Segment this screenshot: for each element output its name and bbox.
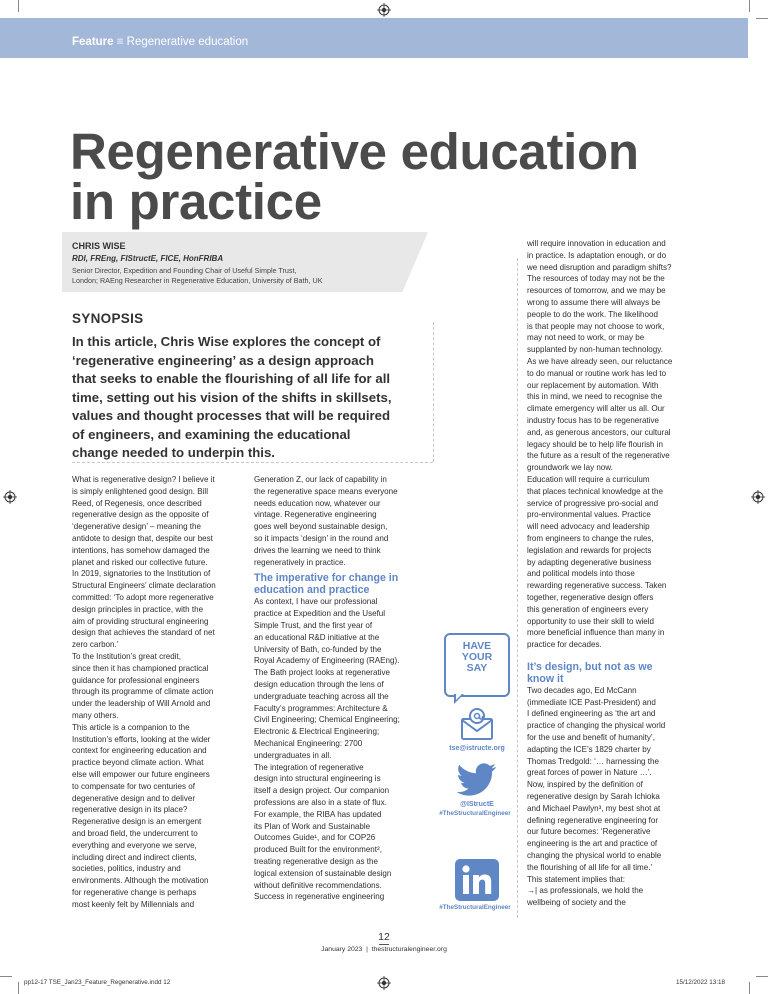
issue-date: January 2023: [321, 946, 363, 953]
text-line: we need disruption and paradigm shifts?: [527, 262, 672, 272]
section-topic: Regenerative education: [126, 36, 249, 48]
twitter-icon[interactable]: [456, 762, 498, 798]
text-line: Electronic & Electrical Engineering;: [254, 727, 380, 737]
text-line: Now, inspired by the definition of: [527, 780, 643, 790]
text-line: needs education now, whatever our: [254, 498, 381, 508]
menu-icon: ≡: [116, 36, 124, 48]
text-line: Reed, of Regenesis, once described: [72, 498, 202, 508]
article-title: [70, 123, 710, 230]
text-line: societies, politics, industry and: [72, 864, 181, 874]
print-slug-file: pp12-17 TSE_Jan23_Feature_Regenerative.indd 12: [24, 979, 171, 986]
text-line: Education will require a curriculum: [527, 474, 650, 484]
text-line: design education through the lens of: [254, 679, 384, 689]
text-line: our future becomes: ‘Regenerative: [527, 827, 651, 837]
text-line: As we have already seen, our reluctance: [527, 356, 673, 366]
text-line: Regenerative design is an emergent: [72, 817, 202, 827]
text-line: (immediate ICE Past-President) and: [527, 697, 656, 707]
page-number: 12: [378, 931, 390, 943]
crop-mark: [18, 982, 19, 994]
text-line: engineering is the art and practice of: [527, 839, 658, 849]
column-2-text: [254, 474, 434, 568]
column-3-text: [527, 238, 717, 651]
synopsis-text: In this article, Chris Wise explores the concept of ‘regenerative engineering’ as a design approach that seeks to enable the flourishing of all life for all time, setting out his vision of the shifts in skillsets, values and thought processes that will be required of engineers, and examining the educational change needed to underpin this.: [72, 334, 392, 460]
subheading-line: It’s design, but not as we: [527, 660, 653, 673]
text-line: logical extension of sustainable design: [254, 868, 392, 878]
text-line: adapting the ICE’s 1829 charter by: [527, 744, 651, 754]
text-line: and, as generous ancestors, our cultural: [527, 427, 671, 437]
text-line: else will empower our future engineers: [72, 769, 210, 779]
text-line: is that people may not choose to work,: [527, 321, 665, 331]
text-line: and broad field, the undercurrent to: [72, 828, 198, 838]
subheading-imperative: [254, 572, 434, 596]
author-name: CHRIS WISE: [72, 241, 126, 251]
text-line: I defined engineering as ‘the art and: [527, 709, 656, 719]
text-line: What is regenerative design? I believe it: [72, 475, 215, 484]
text-line: Two decades ago, Ed McCann: [527, 685, 637, 695]
text-line: will require innovation in education and: [527, 239, 666, 248]
text-line: committed: ‘To adopt more regenerative: [72, 592, 214, 602]
text-line: Thomas Tredgold: ‘… harnessing the: [527, 756, 659, 766]
text-line: Royal Academy of Engineering (RAEng).: [254, 656, 400, 666]
text-line: degenerative design and to deliver: [72, 793, 196, 803]
text-line: treating regenerative design as the: [254, 856, 378, 866]
subheading-line: The imperative for change in: [254, 572, 399, 585]
text-line: from engineers to change the rules,: [527, 533, 654, 543]
text-line: its Plan of Work and Sustainable: [254, 821, 371, 831]
body-column-2: [254, 474, 434, 903]
text-line: changing the physical world to enable: [527, 851, 662, 861]
column-2-text: [254, 596, 434, 903]
email-link[interactable]: tse@istructe.org: [449, 745, 505, 752]
text-line: and Michael Pawlyn³, my best shot at: [527, 803, 661, 813]
page-number-underline: [379, 944, 389, 945]
text-line: will need advocacy and leadership: [527, 522, 650, 532]
divider: [517, 258, 518, 918]
divider: [72, 462, 433, 463]
text-line: itself a design project. Our companion: [254, 786, 390, 796]
text-line: so it impacts ‘design’ in the round and: [254, 533, 389, 543]
text-line: for regenerative change is perhaps: [72, 887, 197, 897]
text-line: undergraduates in all.: [254, 750, 332, 760]
text-line: professions are also in a state of flux.: [254, 797, 387, 807]
text-line: wellbeing of society and the: [527, 898, 626, 908]
text-line: Mechanical Engineering: 2700: [254, 738, 363, 748]
email-icon[interactable]: [459, 706, 495, 742]
text-line: The integration of regenerative: [254, 762, 364, 772]
body-column-1: [72, 474, 248, 910]
text-line: more beneficial influence than many in: [527, 628, 665, 638]
registration-mark-right: [751, 490, 765, 504]
text-line: rewarding regenerative success. Taken: [527, 581, 667, 591]
text-line: groundwork we lay now.: [527, 463, 613, 473]
text-line: practice beyond climate action. What: [72, 758, 204, 768]
text-line: legacy should be to help life flourish in: [527, 439, 663, 449]
text-line: an educational R&D initiative at the: [254, 632, 380, 642]
section-label: Feature: [72, 36, 114, 48]
text-line: through its programme of climate action: [72, 687, 214, 697]
text-line: Success in regenerative engineering: [254, 892, 385, 902]
text-line: under the leadership of Will Arnold and: [72, 699, 211, 709]
print-slug-date: 15/12/2022 13:18: [676, 979, 726, 986]
text-line: great forces of power in Nature …’.: [527, 768, 652, 778]
article-title-line: in practice: [70, 173, 322, 230]
text-line: For example, the RIBA has updated: [254, 809, 382, 819]
text-line: wrong to assume there will always be: [527, 297, 661, 307]
divider: [433, 322, 434, 462]
crop-mark: [749, 982, 750, 994]
linkedin-icon[interactable]: [455, 859, 499, 901]
text-line: many others.: [72, 710, 119, 720]
text-line: regeneratively in practice.: [254, 557, 346, 567]
text-line: Civil Engineering; Chemical Engineering;: [254, 715, 400, 725]
text-line: antidote to design that, despite our best: [72, 533, 213, 543]
text-line: defining regenerative engineering for: [527, 815, 659, 825]
text-line: context for engineering education and: [72, 746, 207, 756]
text-line: opportunity to use their skill to wield: [527, 616, 655, 626]
text-line: service of progressive pro-social and: [527, 498, 659, 508]
text-line: undergraduate teaching across all the: [254, 691, 389, 701]
text-line: supplanted by non-human technology.: [527, 345, 663, 355]
text-line: vintage. Regenerative engineering: [254, 510, 377, 520]
crop-mark: [749, 0, 750, 12]
text-line: for the use and benefit of humanity’,: [527, 733, 655, 743]
text-line: to compensate for two centuries of: [72, 781, 196, 791]
text-line: environments. Although the motivation: [72, 876, 209, 886]
text-line: since then it has championed practical: [72, 663, 209, 673]
text-line: the flourishing of all life for all time.’: [527, 862, 653, 872]
text-line: that places technical knowledge at the: [527, 486, 663, 496]
page-footer: [250, 946, 518, 953]
text-line: ‘degenerative design’ – meaning the: [72, 522, 201, 532]
text-line: Structural Engineers’ climate declaration: [72, 581, 216, 591]
article-title-line: Regenerative education: [70, 123, 639, 180]
text-line: practice at Expedition and the Useful: [254, 609, 386, 619]
text-line: this generation of engineers every: [527, 604, 649, 614]
text-line: guidance for professional engineers: [72, 675, 200, 685]
text-line: aim of providing structural engineering: [72, 616, 209, 626]
twitter-handle[interactable]: @IStructE: [460, 801, 494, 808]
text-line: design principles in practice, with the: [72, 604, 204, 614]
crop-mark: [756, 976, 768, 977]
text-line: most keenly felt by Millennials and: [72, 899, 195, 909]
text-line: regenerative design in its place?: [72, 805, 188, 815]
text-line: by adapting degenerative business: [527, 557, 652, 567]
text-line: and political models into those: [527, 569, 635, 579]
text-line: is simply enlightened good design. Bill: [72, 486, 208, 496]
text-line: produced Built for the environment²,: [254, 845, 382, 855]
text-line: may not need to work, or may be: [527, 333, 645, 343]
text-line: without definitive recommendations.: [254, 880, 382, 890]
text-line: Faculty’s programmes: Architecture &: [254, 703, 388, 713]
website-link[interactable]: thestructuralengineer.org: [371, 946, 447, 953]
twitter-hashtag[interactable]: #TheStructuralEngineer: [439, 810, 511, 817]
text-line: This statement implies that:: [527, 874, 625, 884]
registration-mark-bottom: [377, 976, 391, 990]
subheading-design: [527, 661, 717, 685]
text-line: This article is a companion to the: [72, 722, 190, 732]
registration-mark-top: [377, 3, 391, 17]
synopsis-heading: SYNOPSIS: [72, 311, 144, 326]
text-line: University of Bath, co-funded by the: [254, 644, 382, 654]
text-line: people to do the work. The likelihood: [527, 309, 658, 319]
text-line: together, regenerative design offers: [527, 592, 654, 602]
text-line: our replacement by automation. With: [527, 380, 659, 390]
text-line: →| as professionals, we hold the: [527, 886, 644, 896]
text-line: As context, I have our professional: [254, 597, 378, 607]
author-qualifications: RDI, FREng, FIStructE, FICE, HonFRIBA: [72, 254, 224, 263]
text-line: drives the learning we need to think: [254, 545, 381, 555]
text-line: Generation Z, our lack of capability in: [254, 475, 387, 484]
text-line: practice of changing the physical world: [527, 721, 666, 731]
text-line: regenerative design as the opposite of: [72, 510, 209, 520]
text-line: Institution’s efforts, looking at the wider: [72, 734, 211, 744]
text-line: legislation and rewards for projects: [527, 545, 652, 555]
text-line: resources of tomorrow, and we may be: [527, 286, 666, 296]
have-your-say-text: HAVE YOUR SAY: [461, 640, 493, 674]
text-line: planet and risked our collective future.: [72, 557, 208, 567]
text-line: to do manual or routine work has led to: [527, 368, 667, 378]
footer-divider: |: [366, 946, 368, 953]
text-line: the regenerative space means everyone: [254, 486, 398, 496]
crop-mark: [18, 0, 19, 12]
text-line: climate emergency will alter us all. Our: [527, 404, 665, 414]
text-line: intentions, has somehow damaged the: [72, 545, 210, 555]
text-line: everything and everyone we serve,: [72, 840, 197, 850]
text-line: this in mind, we need to recognise the: [527, 392, 663, 402]
text-line: The Bath project looks at regenerative: [254, 668, 390, 678]
subheading-line: education and practice: [254, 584, 370, 597]
text-line: goes well beyond sustainable design,: [254, 522, 388, 532]
text-line: design into structural engineering is: [254, 774, 381, 784]
text-line: Outcomes Guide¹, and for COP26: [254, 833, 376, 843]
subheading-line: know it: [527, 672, 564, 685]
linkedin-hashtag[interactable]: #TheStructuralEngineer: [439, 904, 511, 911]
registration-mark-left: [3, 490, 17, 504]
text-line: pro-environmental values. Practice: [527, 510, 651, 520]
section-header: [72, 36, 248, 48]
text-line: in practice. Is adaptation enough, or do: [527, 250, 667, 260]
text-line: practice for decades.: [527, 640, 602, 650]
crop-mark: [756, 18, 768, 19]
text-line: the future as a result of the regenerative: [527, 451, 670, 461]
crop-mark: [0, 976, 12, 977]
body-column-3: [527, 238, 717, 909]
text-line: design that achieves the standard of net: [72, 628, 215, 638]
text-line: zero carbon.’: [72, 640, 119, 650]
text-line: regenerative design by Sarah Ichioka: [527, 792, 660, 802]
text-line: To the Institution’s great credit,: [72, 651, 181, 661]
text-line: The resources of today may not be the: [527, 274, 665, 284]
text-line: industry focus has to be regenerative: [527, 415, 659, 425]
text-line: Simple Trust, and the first year of: [254, 620, 373, 630]
author-affiliation: Senior Director, Expedition and Founding Chair of Useful Simple Trust, London; RAEng Researcher in Regenerative Education, University of Bath, UK: [72, 266, 323, 285]
text-line: including direct and indirect clients,: [72, 852, 197, 862]
text-line: In 2019, signatories to the Institution of: [72, 569, 211, 579]
column-3-text: [527, 685, 717, 909]
